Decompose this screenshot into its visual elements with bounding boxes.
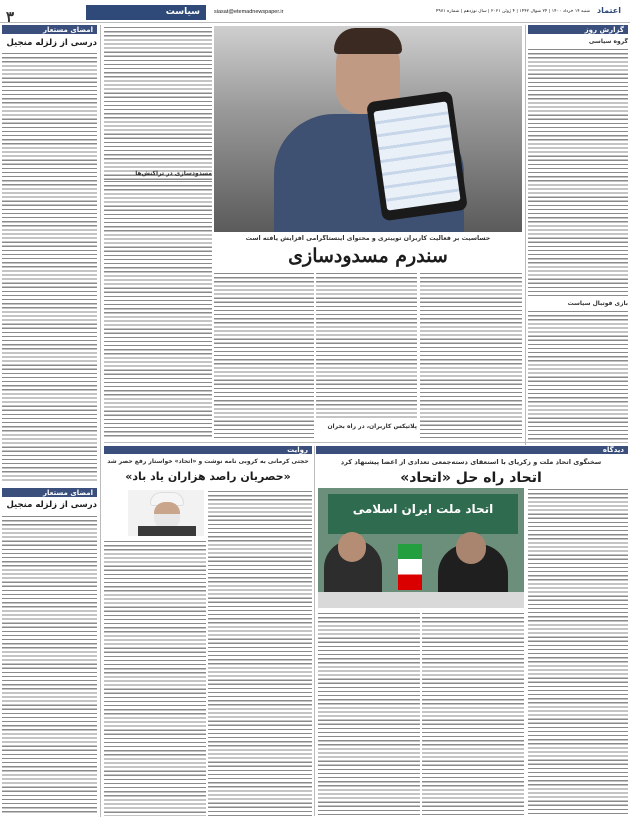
sidebar-story-headline: «حصریان راصد هزاران یاد باد» [125,470,291,483]
lower-story-body-right [528,488,628,816]
main-story-footnote: پلاتیکس کاربران، در راه بحران [327,423,417,430]
speaker-right-face [456,532,486,564]
main-story-body-middle [316,272,417,420]
right-section-bar: گزارش روز [528,25,628,34]
lower-story-body-middle [422,612,524,816]
flag-icon [398,544,422,590]
left-body-text [2,52,97,482]
portrait-robe [138,526,196,536]
podium [318,592,524,608]
page-number: ۳ [6,9,15,22]
banner-text: اتحاد ملت ایران اسلامی [352,502,494,516]
person-hair [334,28,402,54]
masthead [0,0,630,22]
main-story-photo [214,26,522,232]
left-body-text-2 [2,515,97,815]
lower-story-photo [318,488,524,608]
sidebar-story-body-left [104,540,206,816]
left-headline: درسی از زلزله منجیل [6,38,97,48]
sidebar-story-body-right [208,490,312,816]
website: siasat@etemadnewspaper.ir [214,9,284,15]
sidebar-story-kicker: حجتی کرمانی به کروبی نامه نوشت و «اتحاد» خواستار رفع حصر شد [107,458,309,465]
main-story-headline: سندرم مسدودسازی [288,245,448,267]
right-body-text [528,48,628,296]
sidebar-section-bar: روایت [104,446,312,454]
right-byline: گروه سیاسی [588,38,628,45]
lower-section-bar: دیدگاه [316,446,628,454]
left-subhead: درسی از زلزله منجیل [6,500,97,510]
speaker-left-face [338,532,366,562]
header-divider [0,22,630,23]
phone-screen [373,101,460,210]
dateline: شنبه ۱۴ خرداد ۱۴۰۰ | ۲۴ شوال ۱۴۴۲ | ۴ ژوئن ۲۰۲۱ | سال نوزدهم | شماره ۴۹۷۱ [435,9,590,14]
main-story-kicker: حساسیت بر فعالیت کاربران توییتری و محتوای اینستاگرامی افزایش یافته است [245,235,491,242]
sidebar-portrait [128,490,204,536]
middle-divider [104,442,628,443]
lower-story-headline: اتحاد راه حل «اتحاد» [400,470,542,486]
main-story-body-right [420,272,522,440]
newspaper-logo: اعتماد [597,6,621,15]
main-story-body-left [104,180,212,438]
main-story-body-left-2 [214,272,314,440]
phone-icon [366,91,468,222]
right-subhead: بازی فوتبال سیاست [567,300,628,307]
left-column-divider [100,25,101,817]
lower-story-body-left [318,612,420,816]
left-section-bar: امضای مستعار [2,25,97,34]
right-column-divider [525,25,526,445]
lower-divider [314,446,315,816]
main-story-subhead: مسدودسازی در تراکنش‌ها [135,170,212,177]
section-header-bar [86,5,206,20]
section-title: سیاست [165,7,200,17]
right-body-text-2 [528,310,628,440]
left-section-bar-2: امضای مستعار [2,488,97,497]
lower-story-kicker: سخنگوی اتحاد ملت و زکریای با استعفای دسته‌جمعی تعدادی از اعضا پیشنهاد کرد [340,458,602,466]
